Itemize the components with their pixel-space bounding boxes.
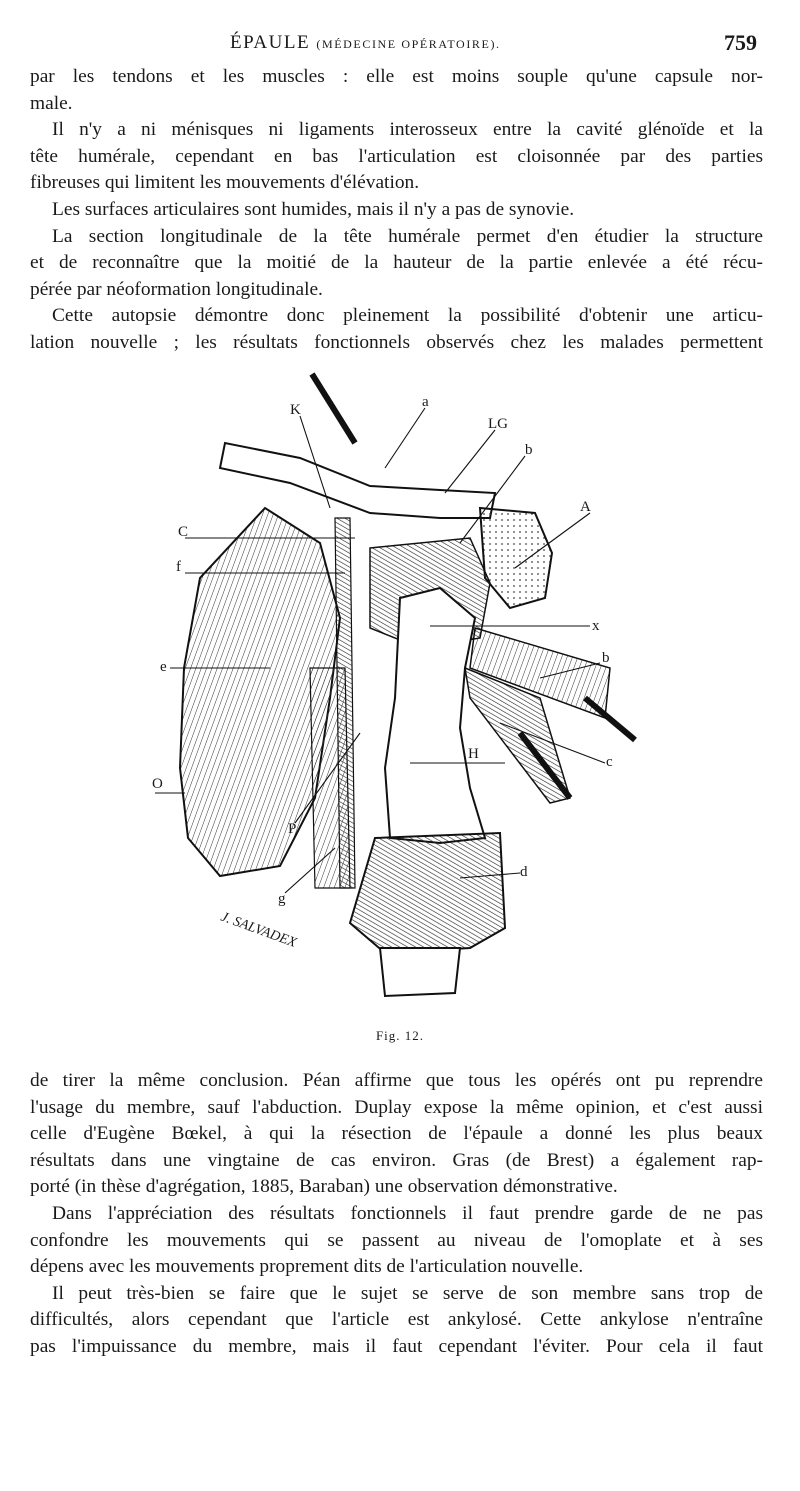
text-line: confondre les mouvements qui se passent au niveau de l'omoplate et à ses [30, 1229, 763, 1251]
text-line: Les surfaces articulaires sont humides, mais il n'y a pas de synovie. [52, 198, 575, 220]
text-line: Il peut très-bien se faire que le sujet se serve de son membre sans trop de [52, 1282, 763, 1304]
text-line: Dans l'appréciation des résultats fonctionnels il faut prendre garde de ne pas [52, 1202, 763, 1224]
text-line: pas l'impuissance du membre, mais il faut cependant l'éviter. Pour cela il faut [30, 1335, 763, 1357]
text-line: difficultés, alors cependant que l'article est ankylosé. Cette ankylose n'entraîne [30, 1309, 763, 1331]
fig-label-K: K [290, 402, 301, 418]
fig-label-e-left: e [160, 659, 167, 675]
text-line: male. [30, 92, 73, 114]
text-line: porté (in thèse d'agrégation, 1885, Baraban) une observation démonstrative. [30, 1176, 618, 1198]
retractor-top [312, 374, 355, 443]
running-header [0, 30, 800, 56]
fig-label-a: a [422, 394, 429, 410]
text-line: par les tendons et les muscles : elle est moins souple qu'une capsule nor- [30, 66, 763, 87]
header-title-sub: (MÉDECINE OPÉRATOIRE). [316, 37, 501, 51]
shoulder-illustration [140, 368, 660, 1016]
page-number: 759 [724, 30, 757, 55]
fig-label-x: x [592, 618, 600, 634]
fig-label-g: g [278, 891, 286, 907]
muscle-band [310, 668, 350, 888]
text-line: Il n'y a ni ménisques ni ligaments interosseux entre la cavité glénoïde et la [52, 119, 763, 141]
anatomical-figure [140, 368, 660, 1016]
text-line: Cette autopsie démontre donc pleinement la possibilité d'obtenir une articu- [52, 305, 763, 327]
text-line: pérée par néoformation longitudinale. [30, 278, 323, 300]
fig-label-b-right: b [602, 650, 610, 666]
text-line: fibreuses qui limitent les mouvements d'élévation. [30, 172, 420, 194]
text-line: et de reconnaître que la moitié de la hauteur de la partie enlevée a été récu- [30, 252, 763, 274]
fig-label-O: O [152, 776, 163, 792]
text-line: l'usage du membre, sauf l'abduction. Duplay expose la même opinion, et c'est aussi [30, 1096, 763, 1118]
bottom-paragraphs [30, 1068, 763, 1361]
deltoid-mass [350, 833, 505, 953]
figure-caption: Fig. 12. [375, 1028, 425, 1043]
fig-label-b-top: b [525, 442, 533, 458]
retractor-right [585, 698, 635, 740]
fig-label-LG: LG [488, 416, 508, 432]
fig-label-H: H [468, 746, 479, 762]
fig-label-f: f [176, 559, 181, 575]
clavicle-shape [220, 443, 495, 518]
engraver-signature: J. SALVADEX [218, 909, 299, 951]
fig-label-d: d [520, 864, 528, 880]
text-line: de tirer la même conclusion. Péan affirme que tous les opérés ont pu reprendre [30, 1070, 763, 1091]
fig-label-C: C [178, 524, 189, 540]
header-title-main: ÉPAULE [230, 32, 311, 53]
top-paragraphs [30, 64, 763, 357]
text-line: lation nouvelle ; les résultats fonctionnels observés chez les malades permettent [30, 331, 763, 353]
fig-label-P: P [288, 821, 297, 837]
fig-label-A: A [580, 499, 591, 515]
text-line: dépens avec les mouvements proprement dits de l'articulation nouvelle. [30, 1256, 584, 1278]
text-line: résultats dans une vingtaine de cas environ. Gras (de Brest) a également rap- [30, 1149, 763, 1171]
text-line: tête humérale, cependant en bas l'articulation est cloisonnée par des parties [30, 145, 763, 167]
header-title [230, 32, 501, 54]
fig-label-c: c [606, 754, 613, 770]
humerus-stump [380, 948, 460, 996]
text-line: celle d'Eugène Bœkel, à qui la résection de l'épaule a donné les plus beaux [30, 1123, 763, 1145]
text-line: La section longitudinale de la tête humérale permet d'en étudier la structure [52, 225, 763, 247]
acromion-shape [480, 508, 552, 608]
